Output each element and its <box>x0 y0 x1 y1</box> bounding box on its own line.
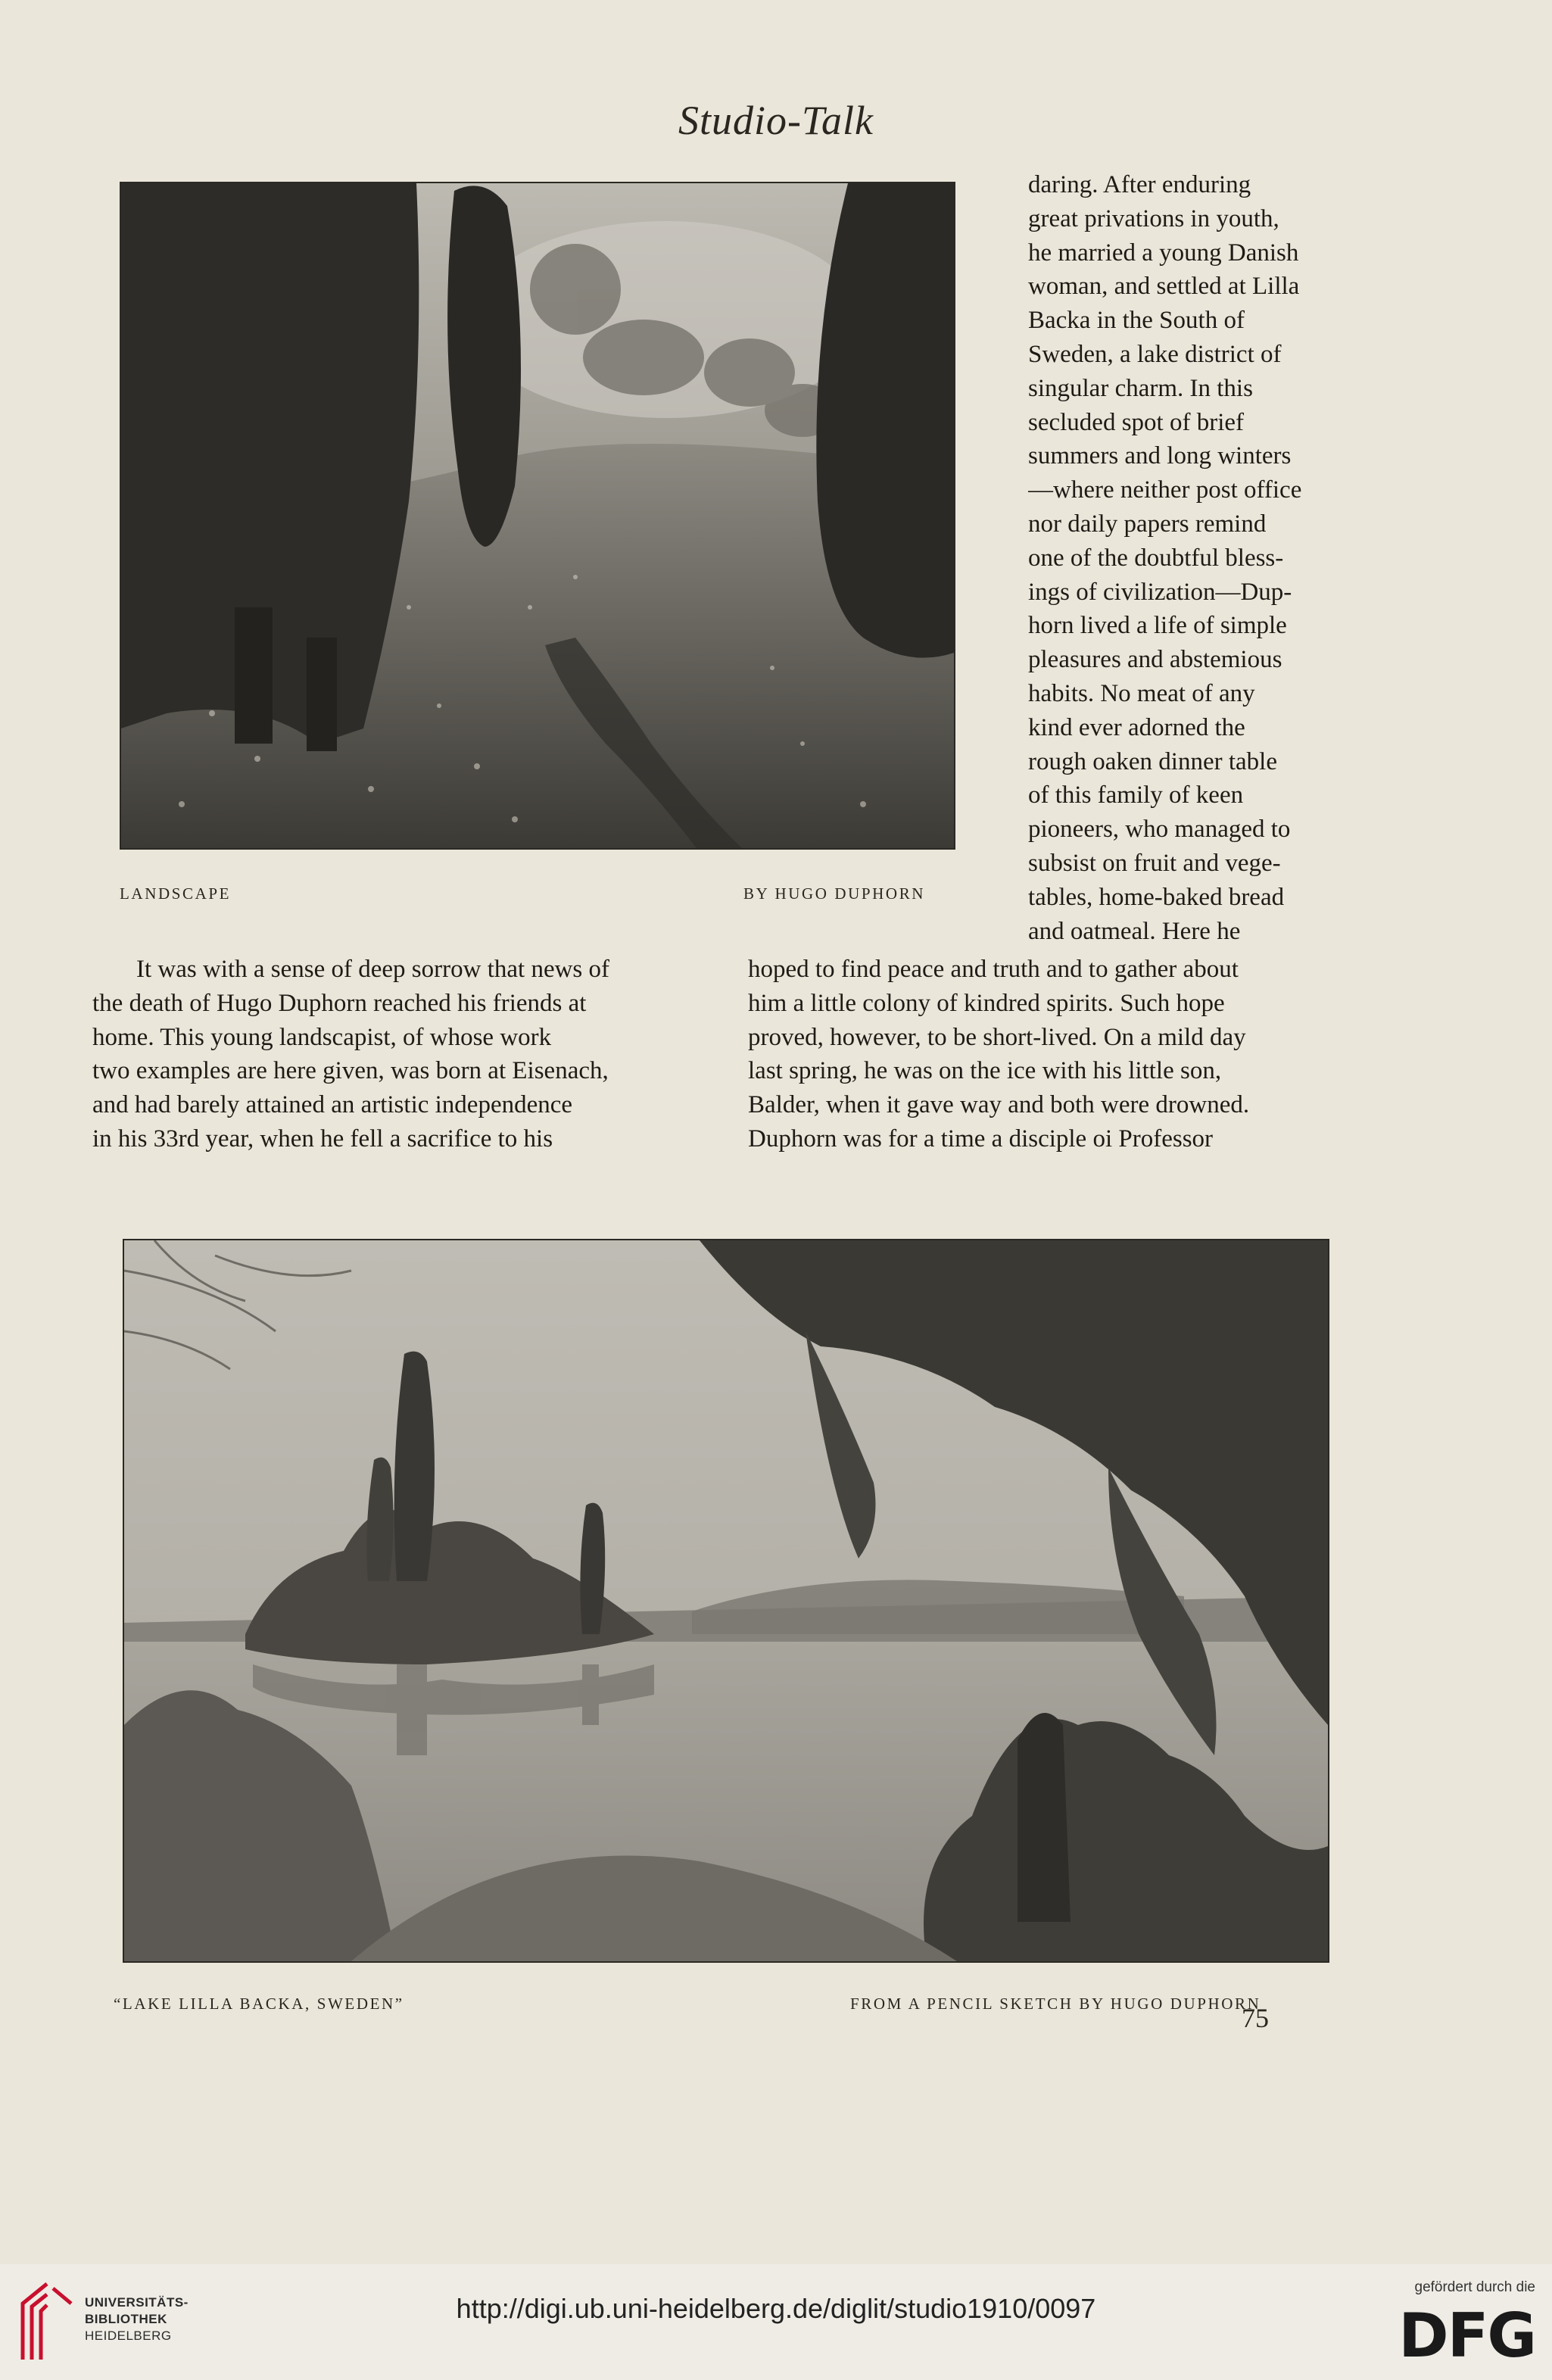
text-line: It was with a sense of deep sorrow that news of <box>136 956 610 983</box>
right-column-text <box>1028 168 1348 948</box>
text-line: pleasures and abstemious <box>1028 646 1282 674</box>
text-line: kind ever adorned the <box>1028 713 1245 741</box>
text-line: Backa in the South of <box>1028 307 1245 335</box>
text-line: one of the doubtful bless- <box>1028 544 1284 572</box>
digital-library-footer <box>0 2264 1552 2380</box>
text-line: the death of Hugo Duphorn reached his friends at <box>92 989 587 1017</box>
text-line: he married a young Danish <box>1028 239 1299 267</box>
right-lower-text <box>748 953 1348 1156</box>
text-line: tables, home-baked bread <box>1028 883 1285 911</box>
text-line: home. This young landscapist, of whose work <box>92 1023 552 1051</box>
text-line: of this family of keen <box>1028 781 1244 809</box>
page-number: 75 <box>1242 2003 1269 2033</box>
text-line: rough oaken dinner table <box>1028 747 1277 775</box>
text-line: subsist on fruit and vege- <box>1028 849 1281 877</box>
figure-caption-credit: FROM A PENCIL SKETCH BY HUGO DUPHORN <box>850 1995 1261 2013</box>
text-line: hoped to find peace and truth and to gather about <box>748 956 1239 983</box>
text-line: singular charm. In this <box>1028 374 1253 402</box>
running-title: Studio-Talk <box>678 98 874 143</box>
source-url-link[interactable]: http://digi.ub.uni-heidelberg.de/diglit/studio1910/0097 <box>456 2293 1096 2324</box>
text-line: —where neither post office <box>1028 476 1302 504</box>
text-line: woman, and settled at Lilla <box>1028 273 1300 301</box>
text-line: secluded spot of brief <box>1028 408 1244 436</box>
text-line: him a little colony of kindred spirits. Such hope <box>748 989 1225 1017</box>
left-column-text <box>92 953 715 1156</box>
text-line: pioneers, who managed to <box>1028 816 1291 844</box>
text-line: Duphorn was for a time a disciple oi Professor <box>748 1124 1214 1153</box>
figure-caption-credit: BY HUGO DUPHORN <box>743 884 926 903</box>
figure-caption-title: “LAKE LILLA BACKA, SWEDEN” <box>114 1995 404 2013</box>
funding-note: gefördert durch die <box>1414 2279 1535 2295</box>
library-name-line: BIBLIOTHEK <box>85 2312 167 2326</box>
text-line: habits. No meat of any <box>1028 679 1255 707</box>
text-line: proved, however, to be short-lived. On a mild day <box>748 1023 1246 1051</box>
text-line: and oatmeal. Here he <box>1028 917 1241 945</box>
library-name-line: UNIVERSITÄTS- <box>85 2295 189 2310</box>
text-line: in his 33rd year, when he fell a sacrifice to his <box>92 1124 553 1153</box>
text-line: daring. After enduring <box>1028 171 1251 198</box>
text-line: and had barely attained an artistic independence <box>92 1091 573 1119</box>
text-line: great privations in youth, <box>1028 204 1279 232</box>
text-line: Sweden, a lake district of <box>1028 340 1282 368</box>
text-line: last spring, he was on the ice with his little son, <box>748 1057 1222 1085</box>
landscape-painting <box>120 182 955 850</box>
text-line: nor daily papers remind <box>1028 510 1267 538</box>
lake-sketch <box>123 1239 1329 1963</box>
library-name-line: HEIDELBERG <box>85 2329 172 2343</box>
text-line: summers and long winters <box>1028 442 1292 470</box>
text-line: horn lived a life of simple <box>1028 612 1287 640</box>
text-line: ings of civilization—Dup- <box>1028 578 1292 606</box>
figure-caption-title: LANDSCAPE <box>120 884 232 903</box>
text-line: Balder, when it gave way and both were drowned. <box>748 1091 1250 1119</box>
dfg-logo: DFG <box>1398 2300 1535 2371</box>
text-line: two examples are here given, was born at Eisenach, <box>92 1057 609 1085</box>
